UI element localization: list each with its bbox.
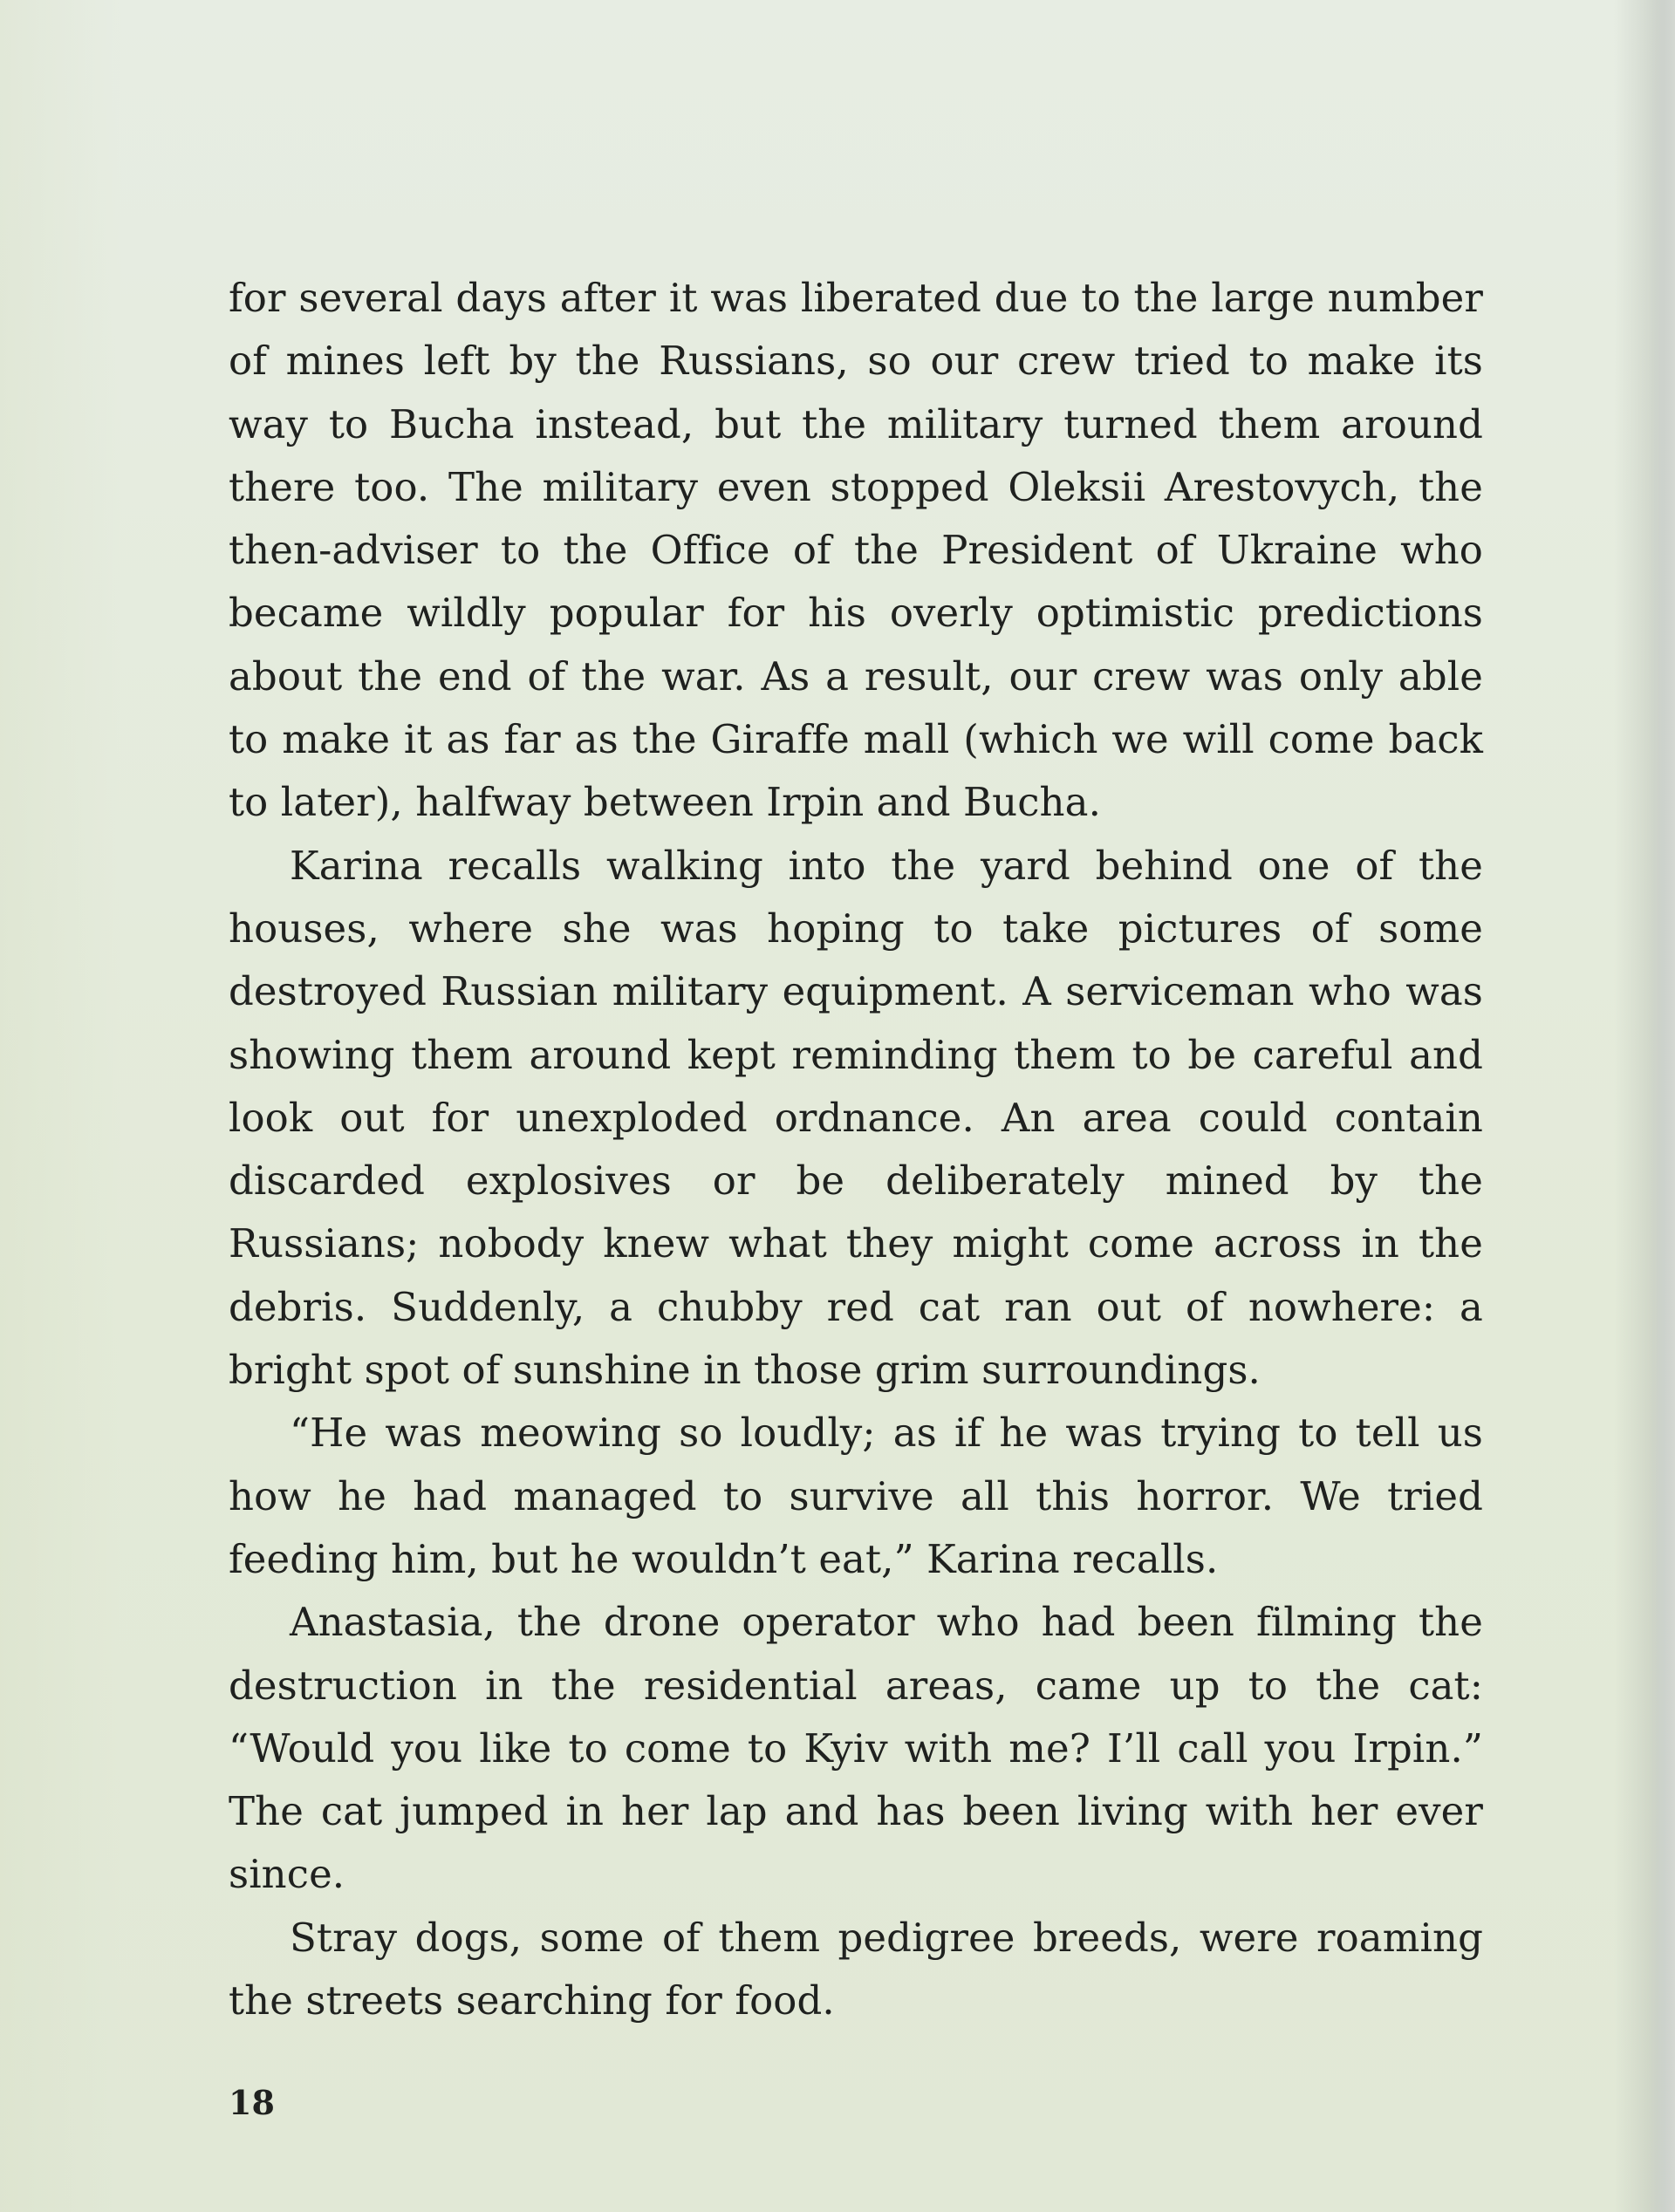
page-number: 18 [229, 2083, 275, 2122]
body-text [229, 267, 1483, 2032]
paragraph-stray-dogs: Stray dogs, some of them pedigree breeds, were roaming the streets searching for food. [229, 1914, 1483, 2024]
page-edge-shadow [1649, 0, 1675, 2212]
paragraph-anastasia: Anastasia, the drone operator who had been filming the destruction in the residential areas, came up to the cat: “Would you like to come to Kyiv with me? I’ll call you Irpin.” The cat jumped in her lap and has been living with her ever since. [229, 1599, 1483, 1898]
paragraph-continued: for several days after it was liberated due to the large number of mines left by the Russians, so our crew tried to make its way to Bucha instead, but the military turned them around there too. The military even stopped Oleksii Arestovych, the then-adviser to the Office of the President of Ukraine who became wildly popular for his overly optimistic predictions about the end of the war. As a result, our crew was only able to make it as far as the Giraffe mall (which we will come back to later), halfway between Irpin and Bucha. [229, 275, 1483, 826]
paragraph-karina-yard: Karina recalls walking into the yard behind one of the houses, where she was hoping to take pictures of some destroyed Russian military equipment. A serviceman who was showing them around kept reminding them to be careful and look out for unexploded ordnance. An area could contain discarded explosives or be deliberately mined by the Russians; nobody knew what they might come across in the debris. Suddenly, a chubby red cat ran out of nowhere: a bright spot of sunshine in those grim surroundings. [229, 842, 1483, 1394]
paragraph-quote-meowing: “He was meowing so loudly; as if he was trying to tell us how he had managed to survive all this horror. We tried feeding him, but he wouldn’t eat,” Karina recalls. [229, 1410, 1483, 1582]
